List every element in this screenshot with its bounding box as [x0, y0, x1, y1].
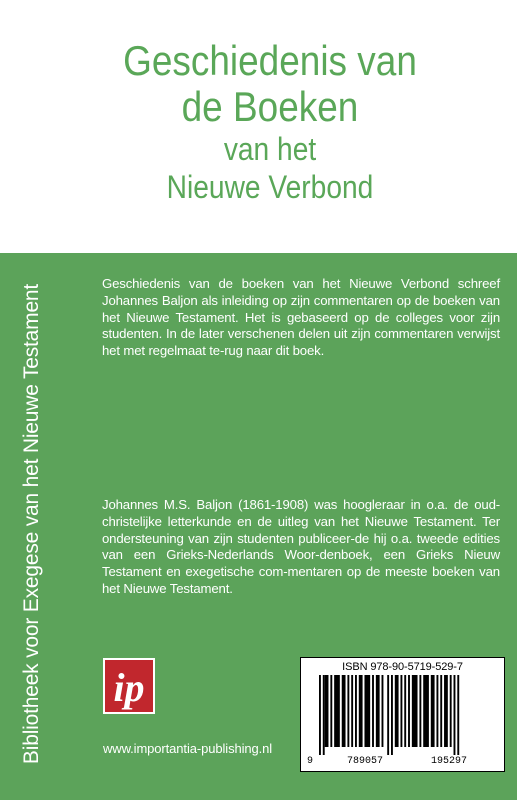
barcode-bar — [319, 675, 321, 755]
series-spine — [12, 264, 52, 784]
barcode-bar — [342, 675, 346, 747]
title-line-1: Geschiedenis van — [123, 37, 417, 84]
barcode-bar — [457, 675, 459, 755]
barcode-bar — [364, 675, 370, 747]
publisher-website[interactable]: www.importantia-publishing.nl — [103, 741, 273, 756]
barcode-bar — [454, 675, 456, 755]
barcode-bar — [355, 675, 357, 747]
publisher-logo-text: ip — [113, 665, 145, 710]
barcode-bar — [347, 675, 349, 747]
book-title — [40, 38, 500, 206]
publisher-logo — [103, 658, 155, 714]
barcode-bar — [404, 675, 406, 747]
barcode-bar — [325, 675, 329, 747]
title-line-3: van het — [223, 131, 317, 167]
barcode-digits-left: 789057 — [347, 756, 384, 767]
barcode-bar — [376, 675, 380, 747]
barcode-bar — [419, 675, 421, 747]
barcode-bar — [431, 675, 435, 747]
barcode-bar — [400, 675, 402, 747]
barcode-bar — [351, 675, 353, 747]
barcode-bar — [372, 675, 374, 747]
isbn-label: ISBN 978-90-5719-529-7 — [342, 661, 463, 673]
barcode-bar — [359, 675, 363, 747]
title-area — [0, 0, 517, 253]
publisher-logo-mark — [105, 660, 153, 712]
barcode-digits-right: 195297 — [431, 756, 468, 767]
barcode-bar — [450, 675, 452, 747]
barcode-bar — [395, 675, 399, 747]
barcode-bar — [391, 675, 393, 755]
title-line-2: de Boeken — [181, 83, 359, 130]
barcode-bar — [423, 675, 429, 747]
barcode-digit-first: 9 — [307, 756, 314, 767]
description-paragraph: Geschiedenis van de boeken van het Nieuwe Verbond schreef Johannes Baljon als inleiding op zijn commentaren op de boeken van het Nieuwe Testament. Het is gebaseerd op de colleges voor zijn studenten. In de later verschenen delen uit zijn commentaren verwijst het met regelmaat te-rug naar dit boek. — [102, 276, 500, 359]
barcode-bar — [412, 675, 418, 747]
series-title: Bibliotheek voor Exegese van het Nieuwe Testament — [20, 283, 43, 765]
barcode-bar — [323, 675, 325, 755]
barcode-bar — [408, 675, 410, 747]
barcode-bar — [444, 675, 448, 747]
barcode-bar — [436, 675, 438, 747]
barcode-bars — [319, 675, 499, 755]
barcode-bar — [387, 675, 389, 755]
title-line-4: Nieuwe Verbond — [166, 169, 374, 205]
isbn-barcode — [300, 657, 505, 772]
barcode-bar — [334, 675, 340, 747]
author-paragraph: Johannes M.S. Baljon (1861-1908) was hoogleraar in o.a. de oud-christelijke letterkunde en de uitleg van het Nieuwe Testament. Ter ondersteuning van zijn studenten publiceer-de hij o.a. tweede edities van een Grieks-Nederlands Woor-denboek, een Grieks Nieuw Testament en exegetische com-mentaren op de meeste boeken van het Nieuwe Testament. — [102, 497, 500, 596]
barcode-bar — [440, 675, 442, 747]
barcode-bar — [330, 675, 332, 747]
barcode-bar — [382, 675, 384, 747]
